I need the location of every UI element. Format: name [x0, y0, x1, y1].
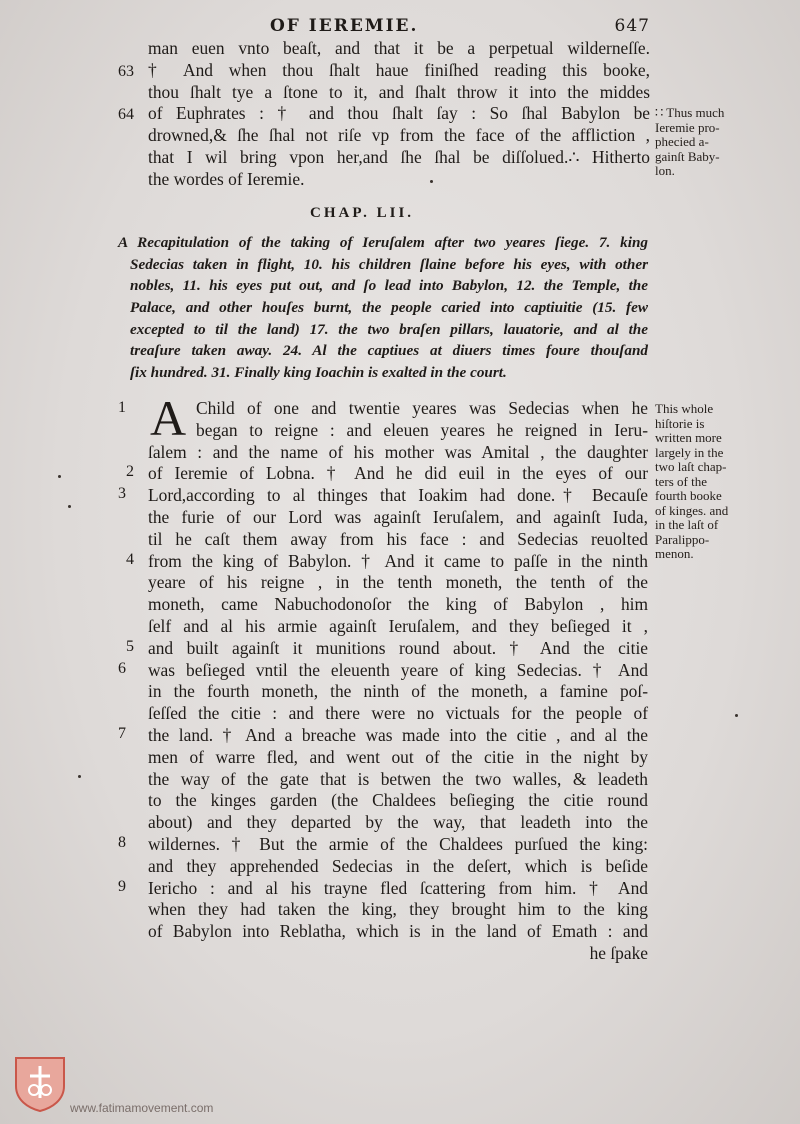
page-number: 647	[614, 16, 650, 36]
text-line: in the fourth moneth, the ninth of the moneth, a famine poſ-	[148, 681, 648, 702]
top-text-block	[148, 38, 650, 191]
scan-speck	[735, 714, 738, 717]
verse-number: 64	[118, 106, 134, 123]
text-line: Iericho : and al his trayne fled ſcattering from him. † And	[148, 877, 648, 898]
text-line: began to reigne : and eleuen yeares he reigned in Ieru-	[196, 419, 648, 440]
verse-number: 1	[118, 399, 126, 416]
text-line: ſeſſed the citie : and there were no victuals for the people of	[148, 703, 648, 724]
text-line: of Babylon into Reblatha, which is in the land of Emath : and	[148, 921, 648, 942]
text-line: when they had taken the king, they brought him to the king	[148, 899, 648, 920]
verse-number: 6	[118, 660, 126, 677]
summary-line: A Recapitulation of the taking of Ieruſalem after two yeares ſiege. 7. king	[118, 234, 648, 251]
body-text-block	[148, 390, 648, 965]
text-line: † And when thou ſhalt haue finiſhed reading this booke,	[148, 59, 650, 80]
chapter-heading: CHAP. LII.	[310, 205, 415, 221]
margin-note-line: written more	[655, 430, 722, 445]
text-line: the land. † And a breache was made into the citie , and al the	[148, 724, 648, 745]
catchword: he ſpake	[589, 942, 648, 963]
verse-number: 63	[118, 63, 134, 80]
text-line: was beſieged vntil the eleuenth yeare of king Sedecias. † And	[148, 659, 648, 680]
margin-note-top	[655, 106, 724, 179]
verse-number: 9	[118, 878, 126, 895]
text-line: ſalem : and the name of his mother was Amital , the daughter	[148, 441, 648, 462]
text-line: moneth, came Nabuchodonoſor the king of Babylon , him	[148, 594, 648, 615]
text-line: ſelf and al his armie againſt Ieruſalem, and they beſieged it ,	[148, 615, 648, 636]
text-line: the furie of our Lord was againſt Ieruſalem, and againſt Iuda,	[148, 506, 648, 527]
text-line: man euen vnto beaſt, and that it be a perpetual wilderneſſe.	[148, 38, 650, 58]
scan-speck	[430, 180, 433, 183]
margin-note-line: largely in the	[655, 444, 724, 460]
text-line: thou ſhalt tye a ſtone to it, and ſhalt throw it into the middes	[148, 81, 650, 102]
margin-note-line: menon.	[655, 546, 694, 561]
summary-line: nobles, 11. his eyes put out, and ſo lead into Babylon, 12. the Temple, the	[130, 277, 648, 295]
chapter-summary	[118, 232, 648, 384]
margin-note-line: hiſtorie is	[655, 415, 705, 431]
summary-line: treaſure taken away. 24. Al the captiues at diuers times foure thouſand	[130, 342, 648, 360]
margin-note-line: fourth booke	[655, 488, 722, 503]
text-line: and built againſt it munitions round about. † And the citie	[148, 637, 648, 658]
verse-number: 2	[126, 463, 134, 480]
drop-cap: A	[150, 390, 187, 446]
margin-note-line: two laſt chap-	[655, 459, 727, 474]
margin-note-line: gainſt Baby-	[655, 148, 720, 164]
text-line: and they apprehended Sedecias in the deſert, which is beſide	[148, 855, 648, 876]
text-line: yeare of his reigne , in the tenth moneth, the tenth of the	[148, 572, 648, 593]
text-line: til he caſt them away from his face : and Sedecias reuolted	[148, 528, 648, 549]
margin-note-line: phecied a-	[655, 134, 709, 149]
text-line: drowned,& ſhe ſhal not riſe vp from the face of the affliction ,	[148, 125, 650, 146]
verse-number: 8	[118, 834, 126, 851]
margin-note-line: Paralippo-	[655, 531, 710, 547]
margin-note-line: ∷ Thus much	[655, 105, 725, 120]
margin-note-body	[655, 402, 728, 562]
running-title: OF IEREMIE.	[270, 16, 419, 36]
scan-speck	[68, 505, 71, 508]
margin-note-line: ters of the	[655, 473, 707, 489]
verse-number: 5	[126, 638, 134, 655]
verse-number: 3	[118, 485, 126, 502]
scan-speck	[58, 475, 61, 478]
scan-speck	[78, 775, 81, 778]
text-line: wildernes. † But the armie of the Chaldees purſued the king:	[148, 833, 648, 854]
text-line: Lord,according to al thinges that Ioakim had done.† Becauſe	[148, 485, 648, 506]
text-line: men of warre fled, and went out of the citie in the night by	[148, 746, 648, 767]
margin-note-line: Ieremie pro-	[655, 119, 720, 135]
text-line: of Euphrates : † and thou ſhalt ſay : So ſhal Babylon be	[148, 103, 650, 124]
text-line: to the kinges garden (the Chaldees beſieging the citie round	[148, 790, 648, 811]
summary-line: ſix hundred. 31. Finally king Ioachin is exalted in the court.	[130, 364, 507, 382]
text-line: the way of the gate that is betwen the two walles, & leadeth	[148, 768, 648, 789]
text-line: about) and they departed by the way, that leadeth into the	[148, 812, 648, 833]
text-line: the wordes of Ieremie.	[148, 168, 305, 189]
verse-number: 4	[126, 551, 134, 568]
verse-number: 7	[118, 725, 126, 742]
text-line: that I wil bring vpon her,and ſhe ſhal be diſſolued.∴ Hitherto	[148, 146, 650, 167]
watermark-url: www.fatimamovement.com	[70, 1101, 214, 1115]
summary-line: excepted to til the land) 17. the two braſen pillars, lauatorie, and al the	[130, 320, 648, 338]
text-line: of Ieremie of Lobna. † And he did euil in the eyes of our	[148, 463, 648, 484]
text-line: from the king of Babylon. † And it came to paſſe in the ninth	[148, 550, 648, 571]
margin-note-line: lon.	[655, 163, 675, 178]
margin-note-line: in the laſt of	[655, 517, 719, 532]
summary-line: Sedecias taken in flight, 10. his children ſlaine before his eyes, with other	[130, 255, 648, 273]
watermark-logo-icon	[12, 1054, 68, 1112]
margin-note-line: This whole	[655, 401, 714, 416]
text-line: Child of one and twentie yeares was Sedecias when he	[196, 398, 648, 418]
margin-note-line: of kinges. and	[655, 502, 729, 518]
summary-line: Palace, and other houſes burnt, the people caried into captiuitie (15. few	[130, 299, 648, 317]
